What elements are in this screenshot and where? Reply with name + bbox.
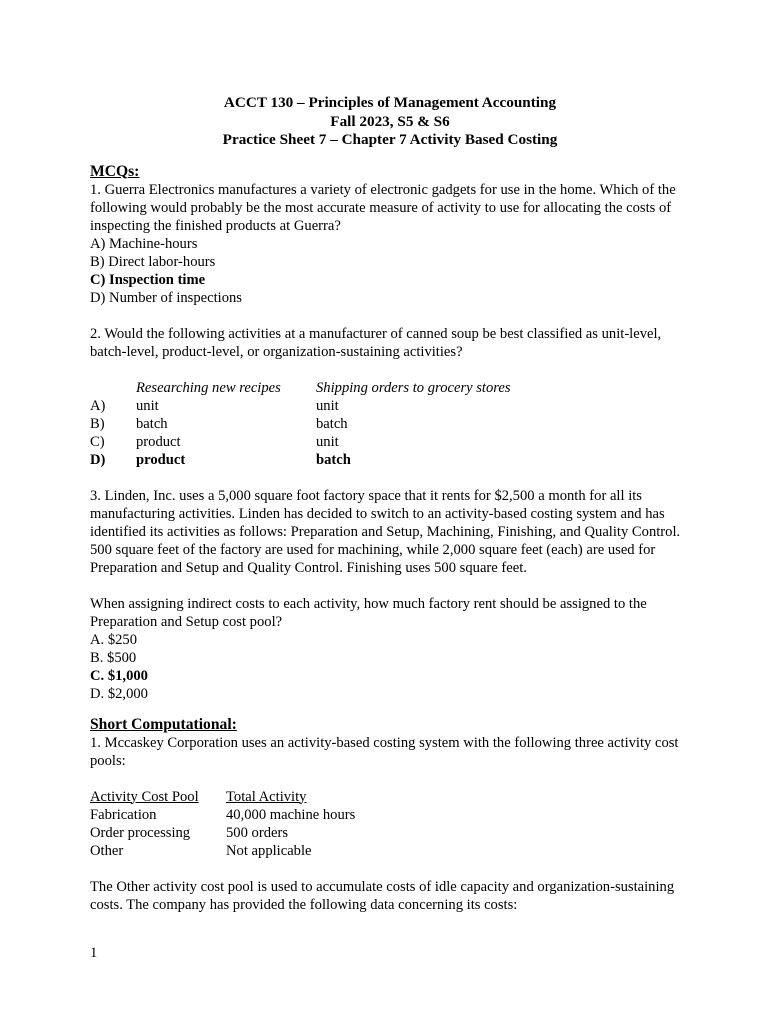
q3-text: 3. Linden, Inc. uses a 5,000 square foot factory space that it rents for $2,500 a month for all its manufacturing activities. Linden has decided to switch to an activity-based costing system and has identified its activities as follows: Preparation and Setup, Machining, Finishing, and Quality Control. 500 square feet of the factory are used for machining, while 2,000 square feet (each) are used for Preparation and Setup and Quality Control. Finishing uses 500 square feet. (90, 487, 681, 576)
q2-cell: batch (136, 415, 168, 432)
q2-row-label: A) (90, 397, 106, 414)
q3-option-d: D. $2,000 (90, 685, 148, 702)
q3-prompt: When assigning indirect costs to each activity, how much factory rent should be assigned to the Preparation and Setup cost pool? (90, 595, 647, 630)
q2-row-label: C) (90, 433, 105, 450)
q2-cell: unit (136, 397, 159, 414)
activity-col-header: Total Activity (226, 788, 307, 805)
q2-text: 2. Would the following activities at a manufacturer of canned soup be best classified as unit-level, batch-level, product-level, or organization-sustaining activities? (90, 325, 662, 360)
mcq-heading: MCQs: (90, 162, 140, 180)
q2-row-label: B) (90, 415, 105, 432)
q2-cell: product (136, 451, 186, 468)
term-line: Fall 2023, S5 & S6 (330, 112, 450, 130)
activity-cell: Not applicable (226, 842, 312, 859)
q1-option-c: C) Inspection time (90, 271, 206, 288)
sc1-text-2: The Other activity cost pool is used to accumulate costs of idle capacity and organization-sustaining costs. The company has provided the following data concerning its costs: (90, 878, 675, 913)
q1-option-d: D) Number of inspections (90, 289, 242, 306)
q2-col-header-1: Researching new recipes (136, 379, 281, 396)
pool-cell: Other (90, 842, 124, 859)
q2-cell: unit (316, 397, 339, 414)
pool-cell: Fabrication (90, 806, 157, 823)
pool-cell: Order processing (90, 824, 191, 841)
q1-option-b: B) Direct labor-hours (90, 253, 216, 270)
q3-option-b: B. $500 (90, 649, 137, 666)
sc1-text: 1. Mccaskey Corporation uses an activity-based costing system with the following three activity cost pools: (90, 734, 679, 769)
activity-cell: 40,000 machine hours (226, 806, 356, 823)
q2-cell: batch (316, 451, 351, 468)
q2-table (90, 379, 690, 469)
q2-cell: unit (316, 433, 339, 450)
q1-options (90, 235, 690, 307)
document-page (90, 94, 690, 914)
q2-col-header-2: Shipping orders to grocery stores (316, 379, 511, 396)
activity-cost-pool-table (90, 788, 690, 860)
activity-cell: 500 orders (226, 824, 289, 841)
sheet-title: Practice Sheet 7 – Chapter 7 Activity Based Costing (222, 131, 558, 148)
q3-option-c: C. $1,000 (90, 667, 148, 684)
pool-col-header: Activity Cost Pool (90, 788, 199, 805)
course-title: ACCT 130 – Principles of Management Accounting (223, 94, 557, 111)
q2-cell: product (136, 433, 181, 450)
q2-cell: batch (316, 415, 348, 432)
q1-text: 1. Guerra Electronics manufactures a variety of electronic gadgets for use in the home. Which of the following would probably be the most accurate measure of activity to use for allocating the costs of inspecting the finished products at Guerra? (90, 181, 676, 234)
q1-option-a: A) Machine-hours (90, 235, 198, 252)
document-header (90, 94, 690, 150)
q3-option-a: A. $250 (90, 631, 138, 648)
page-number: 1 (90, 945, 98, 961)
short-computational-heading: Short Computational: (90, 715, 237, 733)
q3-options (90, 631, 690, 703)
q2-row-label: D) (90, 451, 106, 468)
